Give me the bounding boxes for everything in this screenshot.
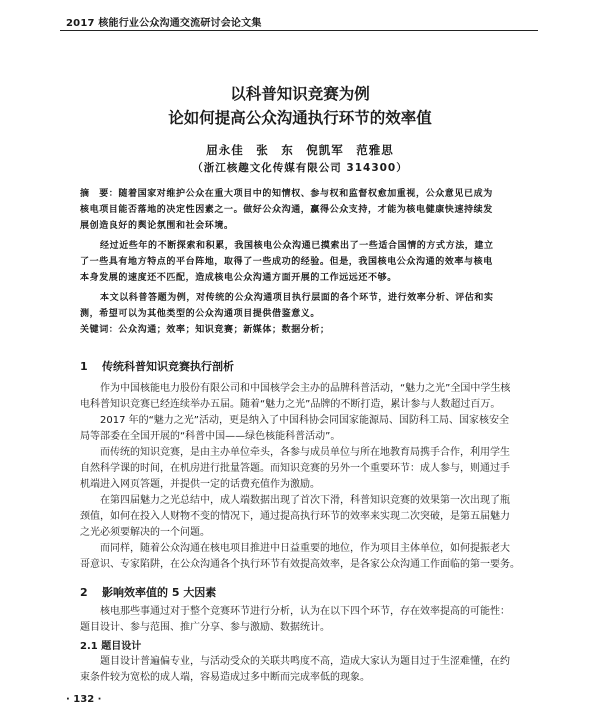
- section-heading-2: 2 影响效率值的 5 大因素: [80, 586, 217, 599]
- paragraph-line: 机端进入网页答题，并提供一定的话费充值作为激励。: [80, 479, 320, 490]
- paragraph-line: 颈值，如何在投入人财物不变的情况下，通过提高执行环节的效率来实现二次突破，是第五届魅力: [80, 511, 510, 522]
- paragraph-line: 局等部委在全国开展的“科普中国——绿色核能科普活动”。: [80, 431, 341, 442]
- paragraph-line: 题目设计、参与范围、推广分享、参与激励、数据统计。: [80, 622, 330, 633]
- abstract-line: 本身发展的速度还不匹配，造成核电公众沟通方面开展的工作远远还不够。: [80, 273, 397, 283]
- abstract-line: 摘 要：随着国家对维护公众在重大项目中的知情权、参与权和监督权愈加重视，公众意见已成为: [80, 189, 493, 199]
- title-line-1: 以科普知识竞赛为例: [230, 84, 370, 103]
- affiliation: （浙江核趣文化传媒有限公司 314300）: [192, 162, 408, 174]
- abstract-line: 了一些具有地方特点的平台阵地，取得了一些成功的经验。但是，我国核电公众沟通的效率与核电: [80, 257, 493, 267]
- paragraph-line: 之光必须要解决的一个问题。: [80, 527, 210, 538]
- abstract-line: 经过近些年的不断探索和积累，我国核电公众沟通已摸索出了一些适合国情的方式方法，建立: [100, 241, 494, 251]
- paragraph-line: 束条件较为宽松的成人端，容易造成过多中断而完成率低的现象。: [80, 672, 370, 683]
- keywords-label: 关键词：: [80, 325, 119, 335]
- paragraph-line: 电科普知识竞赛已经连续举办五届。随着“魅力之光”品牌的不断打造，累计参与人数超过百万。: [80, 399, 501, 410]
- abstract-label: 摘 要：: [80, 189, 119, 199]
- title-line-2: 论如何提高公众沟通执行环节的效率值: [168, 108, 432, 127]
- abstract-line: 展创造良好的舆论氛围和社会环境。: [80, 221, 234, 231]
- paragraph-line: 题目设计普遍偏专业，与活动受众的关联共鸣度不高，造成大家认为题目过于生涩难懂，在约: [100, 656, 510, 667]
- abstract-line: 本文以科普答题为例，对传统的公众沟通项目执行层面的各个环节，进行效率分析、评估和实: [100, 293, 494, 303]
- paragraph-line: 哥意识、专家陷阱，在公众沟通各个执行环节有效提高效率，是各家公众沟通工作面临的第一要务。: [80, 559, 520, 570]
- paragraph-line: 作为中国核能电力股份有限公司和中国核学会主办的品牌科普活动，“魅力之光”全国中学生核: [100, 383, 511, 394]
- authors: 屈永佳 张 东 倪凯军 范雅思: [206, 143, 394, 157]
- paragraph-line: 自然科学课的时间，在机房进行批量答题。而知识竞赛的另外一个重要环节：成人参与，则通过手: [80, 463, 510, 474]
- subsection-heading-2-1: 2.1 题目设计: [80, 641, 142, 652]
- keywords: 关键词：公众沟通；效率；知识竞赛；新媒体；数据分析；: [80, 325, 330, 335]
- running-header: 2017 核能行业公众沟通交流研讨会论文集: [66, 18, 262, 29]
- paragraph-line: 而传统的知识竞赛，是由主办单位牵头，各参与成员单位与所在地教育局携手合作，利用学生: [100, 447, 510, 458]
- paragraph-line: 在第四届魅力之光总结中，成人端数据出现了首次下滑，科普知识竞赛的效果第一次出现了瓶: [100, 495, 510, 506]
- abstract-line: 核电项目能否落地的决定性因素之一。做好公众沟通，赢得公众支持，才能为核电健康快速持续发: [80, 205, 493, 215]
- abstract-line: 测，希望可以为其他类型的公众沟通项目提供借鉴意义。: [80, 309, 321, 319]
- paragraph-line: 核电那些事通过对于整个竞赛环节进行分析，认为在以下四个环节，存在效率提高的可能性：: [100, 606, 510, 617]
- paragraph-line: 2017 年的“魅力之光”活动，更是纳入了中国科协会同国家能源局、国防科工局、国家核安全: [100, 415, 509, 426]
- header-rule: [60, 30, 538, 31]
- section-heading-1: 1 传统科普知识竞赛执行剖析: [80, 360, 234, 373]
- page-number: · 132 ·: [66, 694, 102, 705]
- paragraph-line: 而同样，随着公众沟通在核电项目推进中日益重要的地位，作为项目主体单位，如何提振老大: [100, 543, 510, 554]
